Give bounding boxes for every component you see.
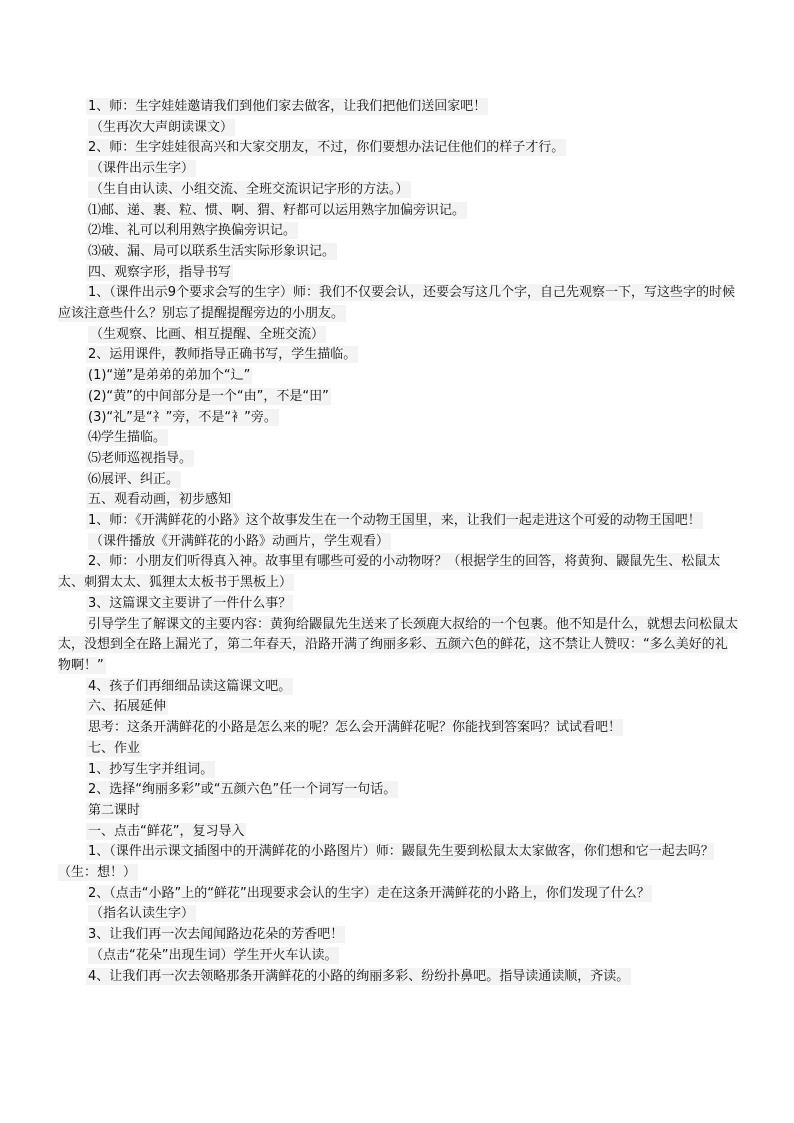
paragraph: 2、选择“绚丽多彩”或“五颜六色”任一个词写一句话。 xyxy=(88,782,397,798)
paragraph: ⑷学生描临。 xyxy=(88,430,167,446)
section-heading: 四、观察字形，指导书写 xyxy=(88,264,232,280)
paragraph: 4、孩子们再细细品读这篇课文吧。 xyxy=(88,678,292,694)
section-heading: 五、观看动画，初步感知 xyxy=(88,492,232,508)
paragraph: 1、师：生字娃娃邀请我们到他们家去做客，让我们把他们送回家吧！ xyxy=(88,99,487,114)
paragraph: 2、（点击“小路”上的“鲜花”出现要求会认的生字）走在这条开满鲜花的小路上，你们发现了什么？ xyxy=(88,885,650,901)
paragraph: 1、（课件出示9个要求会写的生字）师：我们不仅要会认，还要会写这几个字，自己先观察一下，写这些字的时候应该注意些什么？别忘了提醒提醒旁边的小朋友。 xyxy=(58,285,736,322)
paragraph: （生再次大声朗读课文） xyxy=(90,119,234,135)
paragraph: ⑸老师巡视指导。 xyxy=(88,450,193,466)
paragraph: (3)“礼”是“礻”旁，不是“衤”旁。 xyxy=(88,409,277,425)
document-body xyxy=(58,97,738,987)
paragraph: 思考：这条开满鲜花的小路是怎么来的呢？怎么会开满鲜花呢？你能找到答案吗？试试看吧！ xyxy=(88,720,622,736)
paragraph: （课件出示生字） xyxy=(90,161,195,177)
paragraph: 引导学生了解课文的主要内容：黄狗给鼹鼠先生送来了长颈鹿大叔给的一个包裹。他不知是什么，就想去问松鼠太太，没想到全在路上漏光了，第二年春天，沿路开满了绚丽多彩、五颜六色的鲜花，这不禁让人赞叹：“多么美好的礼物啊！” xyxy=(58,616,739,673)
paragraph: （点击“花朵”出现生词）学生开火车认读。 xyxy=(90,947,338,963)
paragraph: ⑵堆、礼可以利用熟字换偏旁识记。 xyxy=(88,223,297,239)
paragraph: 3、让我们再一次去闻闻路边花朵的芳香吧！ xyxy=(88,927,344,943)
section-heading: 一、点击“鲜花”，复习导入 xyxy=(88,823,245,839)
paragraph: 2、师：小朋友们听得真入神。故事里有哪些可爱的小动物呀？（根据学生的回答，将黄狗、鼹鼠先生、松鼠太太、刺猬太太、狐狸太太板书于黑板上） xyxy=(58,554,721,591)
paragraph: （指名认读生字） xyxy=(90,906,195,922)
paragraph: ⑶破、漏、局可以联系生活实际形象识记。 xyxy=(88,243,336,259)
paragraph: (1)“递”是弟弟的弟加个“辶” xyxy=(88,368,251,384)
paragraph: 4、让我们再一次去领略那条开满鲜花的小路的绚丽多彩、纷纷扑鼻吧。指导读通读顺，齐读。 xyxy=(88,968,630,984)
paragraph: （课件播放《开满鲜花的小路》动画片，学生观看） xyxy=(90,533,390,549)
paragraph: 2、师：生字娃娃很高兴和大家交朋友，不过，你们要想办法记住他们的样子才行。 xyxy=(88,140,565,156)
section-heading: 六、拓展延伸 xyxy=(88,699,167,715)
paragraph: （生观察、比画、相互提醒、全班交流） xyxy=(90,326,325,342)
paragraph: （生自由认读、小组交流、全班交流识记字形的方法。） xyxy=(90,181,409,197)
paragraph: ⑹展评、纠正。 xyxy=(88,471,180,487)
paragraph: 1、（课件出示课文插图中的开满鲜花的小路图片）师：鼹鼠先生要到松鼠太太家做客，你们想和它一起去吗？（生：想！） xyxy=(58,844,714,881)
section-heading: 七、作业 xyxy=(88,740,141,756)
paragraph: (2)“黄”的中间部分是一个“由”，不是“田” xyxy=(88,388,329,404)
paragraph: 1、抄写生字并组词。 xyxy=(88,761,214,777)
paragraph: 1、师：《开满鲜花的小路》这个故事发生在一个动物王国里，来，让我们一起走进这个可爱的动物王国吧！ xyxy=(88,513,701,529)
paragraph: 2、运用课件，教师指导正确书写，学生描临。 xyxy=(88,347,357,363)
paragraph: ⑴邮、递、裹、粒、惯、啊、猬、籽都可以运用熟字加偏旁识记。 xyxy=(88,202,466,218)
paragraph: 3、这篇课文主要讲了一件什么事？ xyxy=(88,595,292,611)
section-heading: 第二课时 xyxy=(88,802,141,818)
